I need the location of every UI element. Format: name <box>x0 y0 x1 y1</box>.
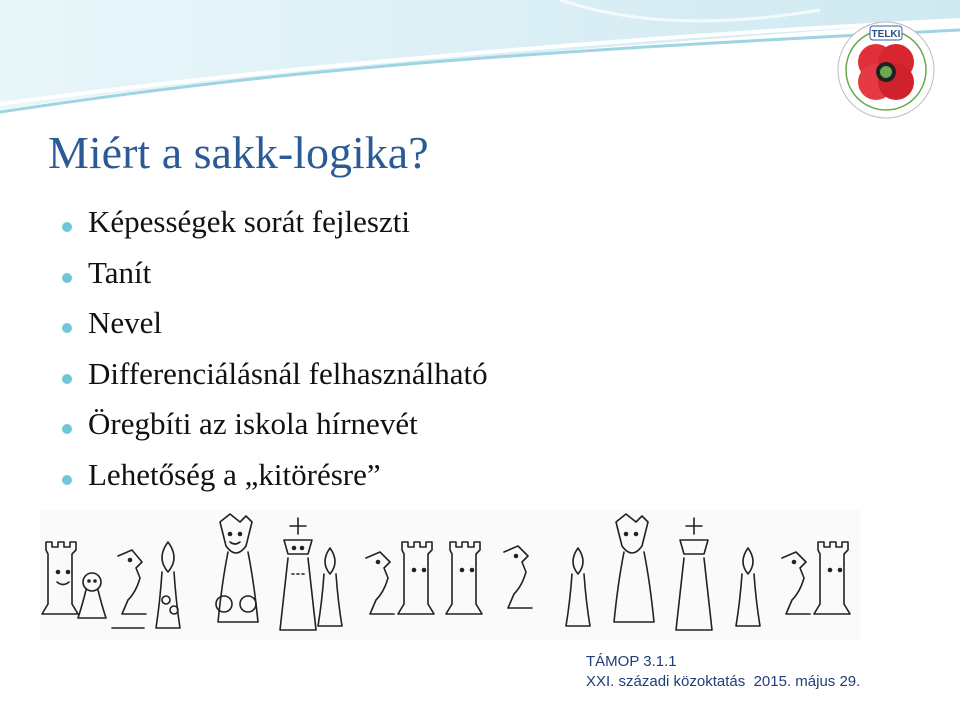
school-logo-icon <box>836 20 936 120</box>
bullet-text: Képességek sorát fejleszti <box>88 204 410 239</box>
list-item <box>62 356 488 407</box>
footer-line-2: XXI. századi közoktatás 2015. május 29. <box>586 673 861 690</box>
header-wave-decoration <box>0 0 960 120</box>
footer-text <box>586 652 860 692</box>
bullet-text: Tanít <box>88 254 152 290</box>
bullet-dot-icon <box>62 273 72 283</box>
bullet-text: Nevel <box>88 305 163 340</box>
bullet-dot-icon <box>62 222 72 232</box>
bullet-list <box>62 204 488 507</box>
list-item <box>62 305 488 356</box>
list-item <box>62 255 488 306</box>
bullet-text: Öregbíti az iskola hírnevét <box>88 406 418 441</box>
list-item <box>62 457 488 508</box>
logo-text: TELKI <box>871 29 901 40</box>
slide-title: Miért a sakk-logika? <box>48 127 429 178</box>
bullet-dot-icon <box>62 475 72 485</box>
list-item <box>62 204 488 255</box>
bullet-dot-icon <box>62 424 72 434</box>
bullet-dot-icon <box>62 374 72 384</box>
bullet-text: Differenciálásnál felhasználható <box>88 355 488 391</box>
poppy-flower-icon <box>858 44 914 100</box>
chess-pieces-illustration-icon <box>40 510 860 640</box>
bullet-dot-icon <box>62 323 72 333</box>
list-item <box>62 406 488 457</box>
bullet-text: Lehetőség a „kitörésre” <box>88 456 381 492</box>
footer-line-1: TÁMOP 3.1.1 <box>586 653 677 670</box>
